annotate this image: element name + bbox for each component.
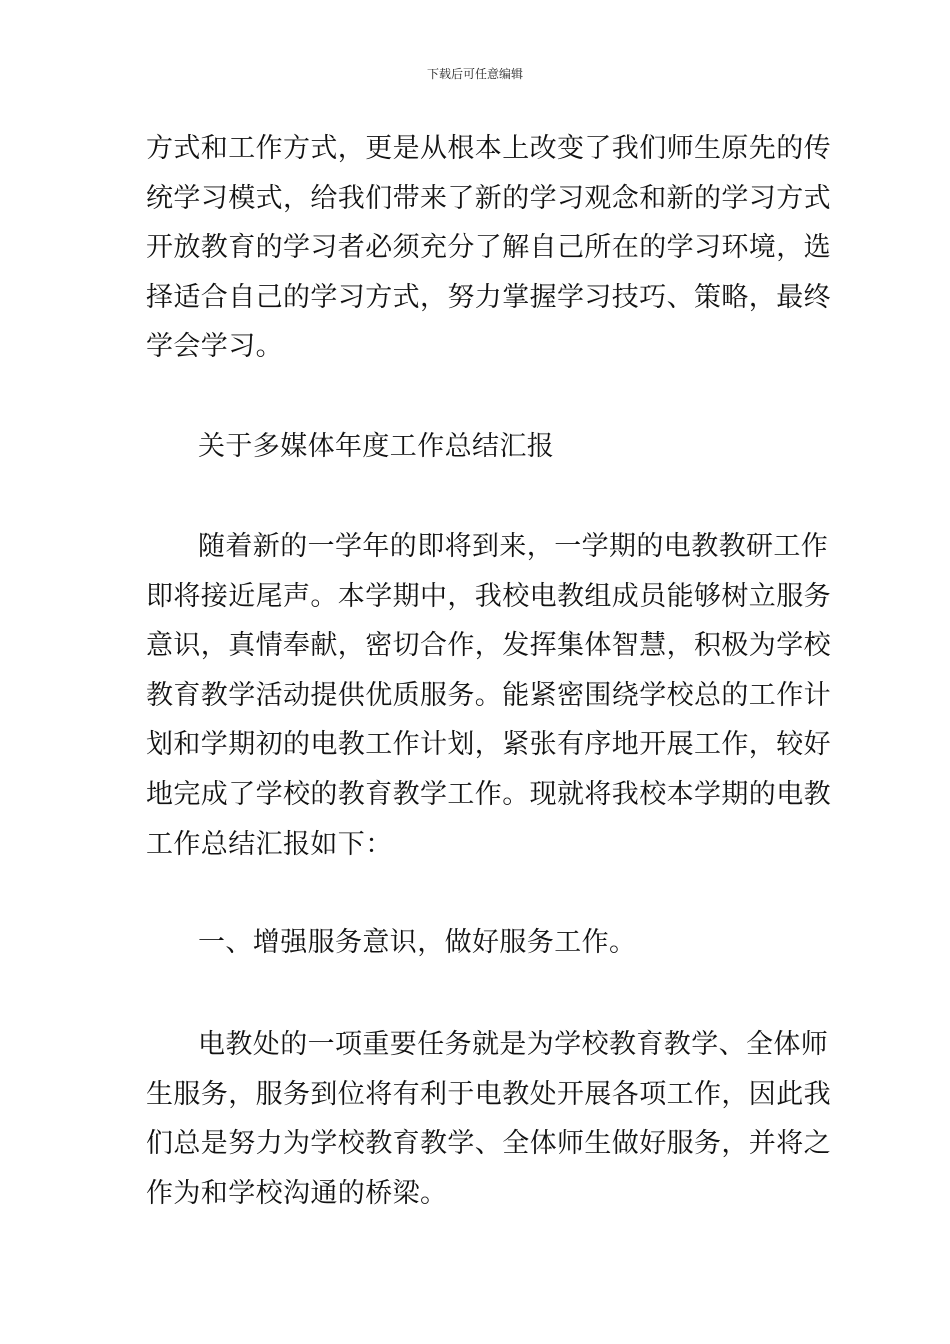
paragraph-1 [146,124,831,372]
paragraph-line: 开放教育的学习者必须充分了解自己所在的学习环境，选 [146,232,831,264]
paragraph-line: 择适合自己的学习方式，努力掌握学习技巧、策略，最终 [146,281,831,313]
paragraph-line: 教育教学活动提供优质服务。能紧密围绕学校总的工作计 [146,679,831,711]
paragraph-line: 电教处的一项重要任务就是为学校教育教学、全体师 [198,1029,829,1060]
paragraph-2 [146,522,831,869]
paragraph-line: 们总是努力为学校教育教学、全体师生做好服务，并将之 [146,1128,831,1160]
paragraph-line: 方式和工作方式，更是从根本上改变了我们师生原先的传 [146,133,831,164]
paragraph-line: 即将接近尾声。本学期中，我校电教组成员能够树立服务 [146,580,831,612]
paragraph-line: 学会学习。 [146,331,283,363]
paragraph-line: 划和学期初的电教工作计划，紧张有序地开展工作，较好 [146,729,831,761]
page-header-note: 下载后可任意编辑 [426,67,523,81]
document-title [146,422,810,472]
heading-line: 一、增强服务意识，做好服务工作。 [198,927,637,958]
section-heading-1 [146,918,810,968]
paragraph-line: 随着新的一学年的即将到来，一学期的电教教研工作 [198,531,829,562]
paragraph-line: 统学习模式，给我们带来了新的学习观念和新的学习方式 [146,182,831,214]
title-line: 关于多媒体年度工作总结汇报 [198,431,555,462]
paragraph-line: 工作总结汇报如下： [146,828,393,860]
paragraph-line: 生服务，服务到位将有利于电教处开展各项工作，因此我 [146,1078,831,1110]
paragraph-line: 地完成了学校的教育教学工作。现就将我校本学期的电教 [146,778,831,810]
paragraph-3 [146,1020,831,1218]
paragraph-line: 作为和学校沟通的桥梁。 [146,1177,448,1209]
paragraph-line: 意识，真情奉献，密切合作，发挥集体智慧，积极为学校 [146,630,831,662]
